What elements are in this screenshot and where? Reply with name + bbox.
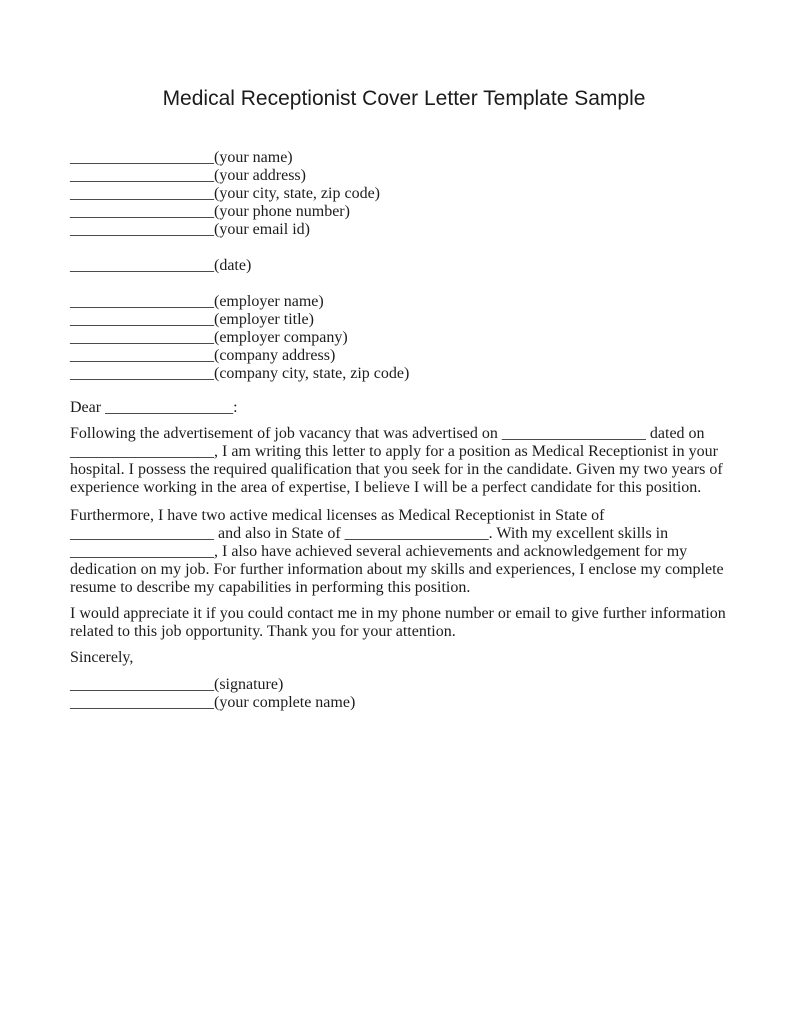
page-title: Medical Receptionist Cover Letter Template Sample bbox=[162, 87, 646, 110]
blank-line: __________________ bbox=[70, 694, 214, 711]
blank-line: __________________ bbox=[70, 365, 214, 382]
paragraph-text: , I am writing this letter to apply for a position as Medical Receptionist in your hospital. I possess the required qualification that you seek for in the candidate. Given my two years of experience working in the area of expertise, I believe I will be a perfect candidate for this position. bbox=[70, 443, 723, 496]
date-block bbox=[70, 257, 738, 275]
paragraph-opening bbox=[70, 425, 738, 497]
salutation-suffix: : bbox=[233, 399, 238, 416]
sender-block bbox=[70, 149, 738, 239]
field-label: (employer title) bbox=[214, 311, 314, 328]
field-line-signature bbox=[70, 676, 738, 694]
blank-line: __________________ bbox=[70, 293, 214, 310]
field-line-your-address bbox=[70, 167, 738, 185]
field-label: (your complete name) bbox=[214, 694, 356, 711]
paragraph-text: Following the advertisement of job vacancy that was advertised on bbox=[70, 425, 502, 442]
blank-inline: __________________ bbox=[70, 443, 214, 460]
blank-line: __________________ bbox=[70, 221, 214, 238]
blank-line: __________________ bbox=[70, 257, 214, 274]
field-line-date bbox=[70, 257, 738, 275]
field-label: (company address) bbox=[214, 347, 336, 364]
field-label: (your name) bbox=[214, 149, 293, 166]
field-line-complete-name bbox=[70, 694, 738, 712]
field-label: (your email id) bbox=[214, 221, 310, 238]
paragraph-text: dated on bbox=[645, 425, 705, 442]
salutation-line bbox=[70, 399, 738, 417]
blank-line: __________________ bbox=[70, 329, 214, 346]
blank-line: __________________ bbox=[70, 149, 214, 166]
paragraph-qualifications bbox=[70, 507, 738, 597]
blank-line: __________________ bbox=[70, 311, 214, 328]
paragraph-text: . With my excellent skills in bbox=[488, 525, 669, 542]
field-label: (company city, state, zip code) bbox=[214, 365, 410, 382]
blank-inline: __________________ bbox=[70, 525, 214, 542]
blank-line: __________________ bbox=[70, 185, 214, 202]
field-line-your-name bbox=[70, 149, 738, 167]
field-line-employer-company bbox=[70, 329, 738, 347]
blank-line: __________________ bbox=[70, 347, 214, 364]
field-line-employer-name bbox=[70, 293, 738, 311]
field-label: (your phone number) bbox=[214, 203, 350, 220]
paragraph-text: , I also have achieved several achievements and acknowledgement for my dedication on my job. For further information about my skills and experiences, I enclose my complete resume to describe my capabilities in performing this position. bbox=[70, 543, 724, 596]
employer-block bbox=[70, 293, 738, 383]
signature-block bbox=[70, 676, 738, 712]
field-label: (your city, state, zip code) bbox=[214, 185, 381, 202]
blank-line: ________________ bbox=[105, 399, 234, 416]
paragraph-contact: I would appreciate it if you could contact me in my phone number or email to give further information related to this job opportunity. Thank you for your attention. bbox=[70, 605, 726, 640]
field-line-your-email bbox=[70, 221, 738, 239]
field-label: (employer name) bbox=[214, 293, 324, 310]
field-line-company-city-state-zip bbox=[70, 365, 738, 383]
blank-inline: __________________ bbox=[501, 425, 646, 442]
paragraph-text: and also in State of bbox=[214, 525, 345, 542]
field-line-company-address bbox=[70, 347, 738, 365]
paragraph-text: Furthermore, I have two active medical licenses as Medical Receptionist in State of bbox=[70, 507, 605, 524]
field-line-employer-title bbox=[70, 311, 738, 329]
field-label: (your address) bbox=[214, 167, 306, 184]
field-label: (date) bbox=[214, 257, 252, 274]
field-line-your-phone bbox=[70, 203, 738, 221]
blank-inline: __________________ bbox=[70, 543, 214, 560]
field-label: (signature) bbox=[214, 676, 284, 693]
blank-line: __________________ bbox=[70, 676, 214, 693]
blank-line: __________________ bbox=[70, 167, 214, 184]
field-line-your-city-state-zip bbox=[70, 185, 738, 203]
blank-inline: __________________ bbox=[344, 525, 489, 542]
blank-line: __________________ bbox=[70, 203, 214, 220]
closing-line: Sincerely, bbox=[70, 649, 134, 666]
field-label: (employer company) bbox=[214, 329, 348, 346]
salutation-prefix: Dear bbox=[70, 399, 106, 416]
